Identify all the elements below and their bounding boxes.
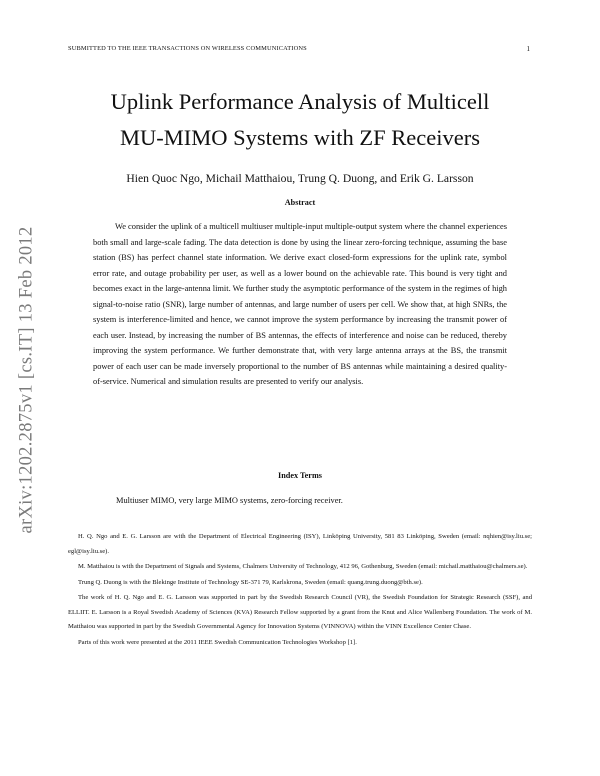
paper-title <box>60 84 540 156</box>
arxiv-stamp <box>12 210 42 550</box>
abstract-text: We consider the uplink of a multicell multiuser multiple-input multiple-output system where the channel experiences both small and large-scale fading. The data detection is done by using the linear zero-forcing technique, assuming the base station (BS) has perfect channel state information. We derive exact closed-form expressions for the uplink rate, symbol error rate, and outage probability per user, as well as a lower bound on the achievable rate. This bound is very tight and becomes exact in the large-antenna limit. We further study the asymptotic performance of the system in the regimes of high signal-to-noise ratio (SNR), large number of antennas, and large number of users per cell. We show that, at high SNRs, the system is interference-limited and hence, we cannot improve the system performance by increasing the transmit power of each user. Instead, by increasing the number of BS antennas, the effects of interference and noise can be reduced, thereby improving the system performance. We further demonstrate that, with very large antenna arrays at the BS, the transmit power of each user can be made inversely proportional to the number of BS antennas while maintaining a desired quality-of-service. Numerical and simulation results are presented to verify our analysis. <box>93 222 507 386</box>
running-head: SUBMITTED TO THE IEEE TRANSACTIONS ON WIRELESS COMMUNICATIONS <box>68 45 307 52</box>
footnote: M. Matthaiou is with the Department of Signals and Systems, Chalmers University of Technology, 412 96, Gothenburg, Sweden (email: michail.matthaiou@chalmers.se). <box>78 563 528 570</box>
title-line-1: Uplink Performance Analysis of Multicell <box>110 89 490 114</box>
footnotes <box>68 530 532 651</box>
footnote: H. Q. Ngo and E. G. Larsson are with the Department of Electrical Engineering (ISY), Linköping University, 581 83 Linköping, Sweden (email: nqhien@isy.liu.se; egl@isy.liu.se). <box>68 533 532 555</box>
arxiv-stamp-text: arXiv:1202.2875v1 [cs.IT] 13 Feb 2012 <box>16 226 37 534</box>
index-terms-text: Multiuser MIMO, very large MIMO systems, zero-forcing receiver. <box>116 496 343 505</box>
footnote: Trung Q. Duong is with the Blekinge Institute of Technology SE-371 79, Karlskrona, Sweden (email: quang.trung.duong@bth.se). <box>78 578 423 586</box>
title-line-2: MU-MIMO Systems with ZF Receivers <box>120 125 480 150</box>
index-terms-heading: Index Terms <box>278 471 322 480</box>
abstract-heading: Abstract <box>284 198 316 207</box>
authors: Hien Quoc Ngo, Michail Matthaiou, Trung Q. Duong, and Erik G. Larsson <box>126 172 474 185</box>
footnote: Parts of this work were presented at the 2011 IEEE Swedish Communication Technologies Workshop [1]. <box>78 638 357 646</box>
page-number: 1 <box>526 45 530 53</box>
footnote: The work of H. Q. Ngo and E. G. Larsson was supported in part by the Swedish Research Council (VR), the Swedish Foundation for Strategic Research (SSF), and ELLIIT. E. Larsson is a Royal Swedish Academy of Sciences (KVA) Research Fellow supported by a grant from the Knut and Alice Wallenberg Foundation. The work of M. Matthaiou was supported in part by the Swedish Governmental Agency for Innovation Systems (VINNOVA) within the VINN Excellence Center Chase. <box>68 594 532 630</box>
